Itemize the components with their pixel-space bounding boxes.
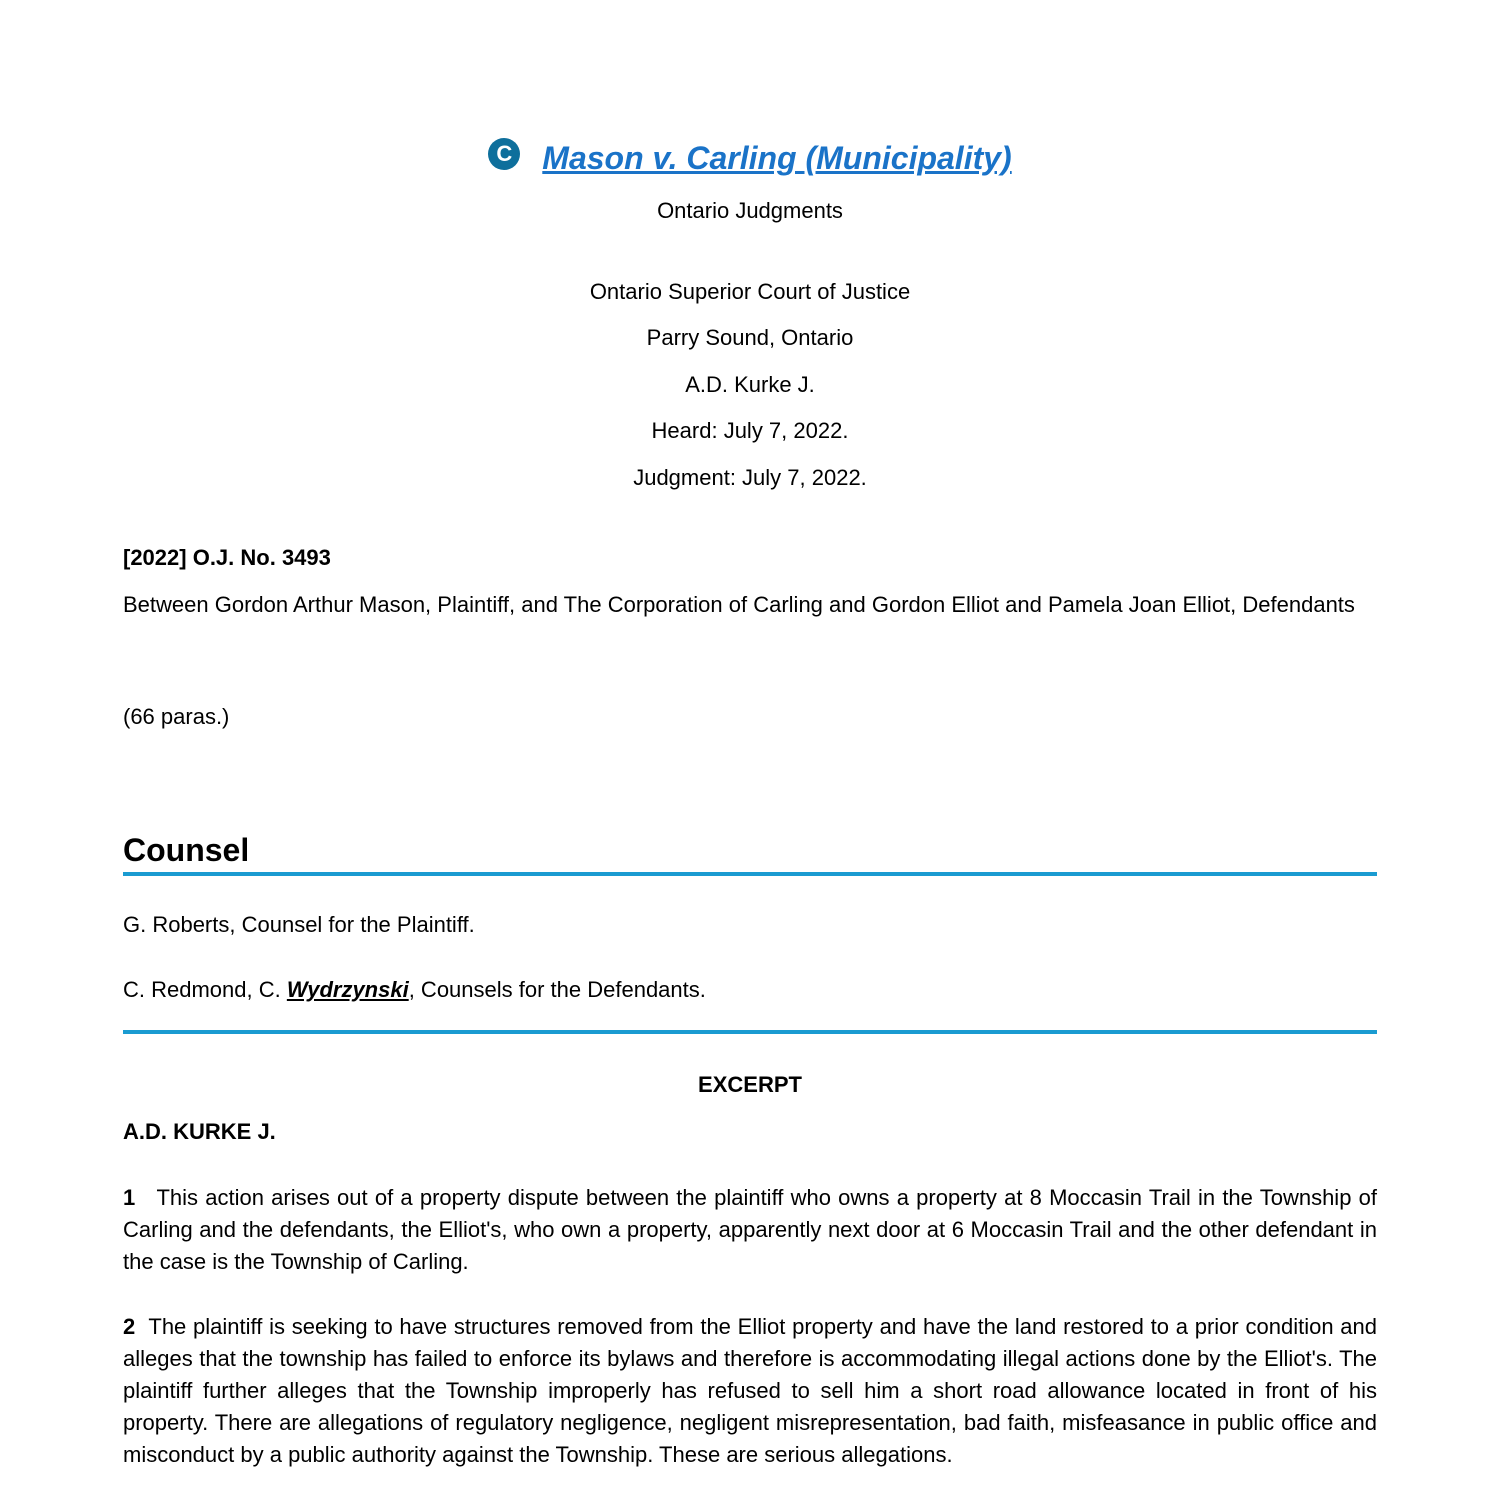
judgment-date: Judgment: July 7, 2022. xyxy=(633,465,867,490)
paragraph-count: (66 paras.) xyxy=(123,704,230,729)
counsel-defendants xyxy=(123,974,1377,1006)
location: Parry Sound, Ontario xyxy=(646,325,854,350)
counsel-heading: Counsel xyxy=(123,832,250,868)
divider xyxy=(123,1030,1377,1034)
case-title-link[interactable]: Mason v. Carling (Municipality) xyxy=(542,140,1012,176)
judge-heading: A.D. KURKE J. xyxy=(123,1119,276,1144)
paragraph-number: 1 xyxy=(123,1185,136,1210)
divider xyxy=(123,872,1377,876)
paragraph-text: The plaintiff is seeking to have structures removed from the Elliot property and have the land restored to a prior condition and alleges that the township has failed to enforce its bylaws and therefore is accommodating illegal actions done by the Elliot's. The plaintiff further alleges that the Township improperly has refused to sell him a short road allowance located in front of his property. There are allegations of regulatory negligence, negligent misrepresentation, bad faith, misfeasance in public office and misconduct by a public authority against the Township. These are serious allegations. xyxy=(123,1314,1378,1467)
excerpt-heading: EXCERPT xyxy=(698,1072,802,1097)
judge: A.D. Kurke J. xyxy=(685,372,815,397)
counsel-plaintiff: G. Roberts, Counsel for the Plaintiff. xyxy=(123,912,475,937)
court: Ontario Superior Court of Justice xyxy=(589,279,911,304)
heard-date: Heard: July 7, 2022. xyxy=(651,418,849,443)
paragraph-2 xyxy=(123,1311,1377,1471)
counsel-text: C. Redmond, C. xyxy=(123,977,287,1002)
case-title xyxy=(0,138,1500,177)
citation: [2022] O.J. No. 3493 xyxy=(123,545,331,570)
counsel-name-link[interactable]: Wydrzynski xyxy=(286,977,409,1002)
counsel-text: , Counsels for the Defendants. xyxy=(408,977,706,1002)
paragraph-text: This action arises out of a property dispute between the plaintiff who owns a property at 8 Moccasin Trail in the Township of Carling and the defendants, the Elliot's, who own a property, apparently next door at 6 Moccasin Trail and the other defendant in the case is the Township of Carling. xyxy=(123,1185,1377,1274)
parties: Between Gordon Arthur Mason, Plaintiff, and The Corporation of Carling and Gordon Elliot and Pamela Joan Elliot, Defendants xyxy=(123,592,1355,617)
case-citator-icon: C xyxy=(488,138,520,170)
paragraph-number: 2 xyxy=(123,1314,136,1339)
paragraph-1 xyxy=(123,1182,1377,1278)
reporter: Ontario Judgments xyxy=(657,198,843,223)
